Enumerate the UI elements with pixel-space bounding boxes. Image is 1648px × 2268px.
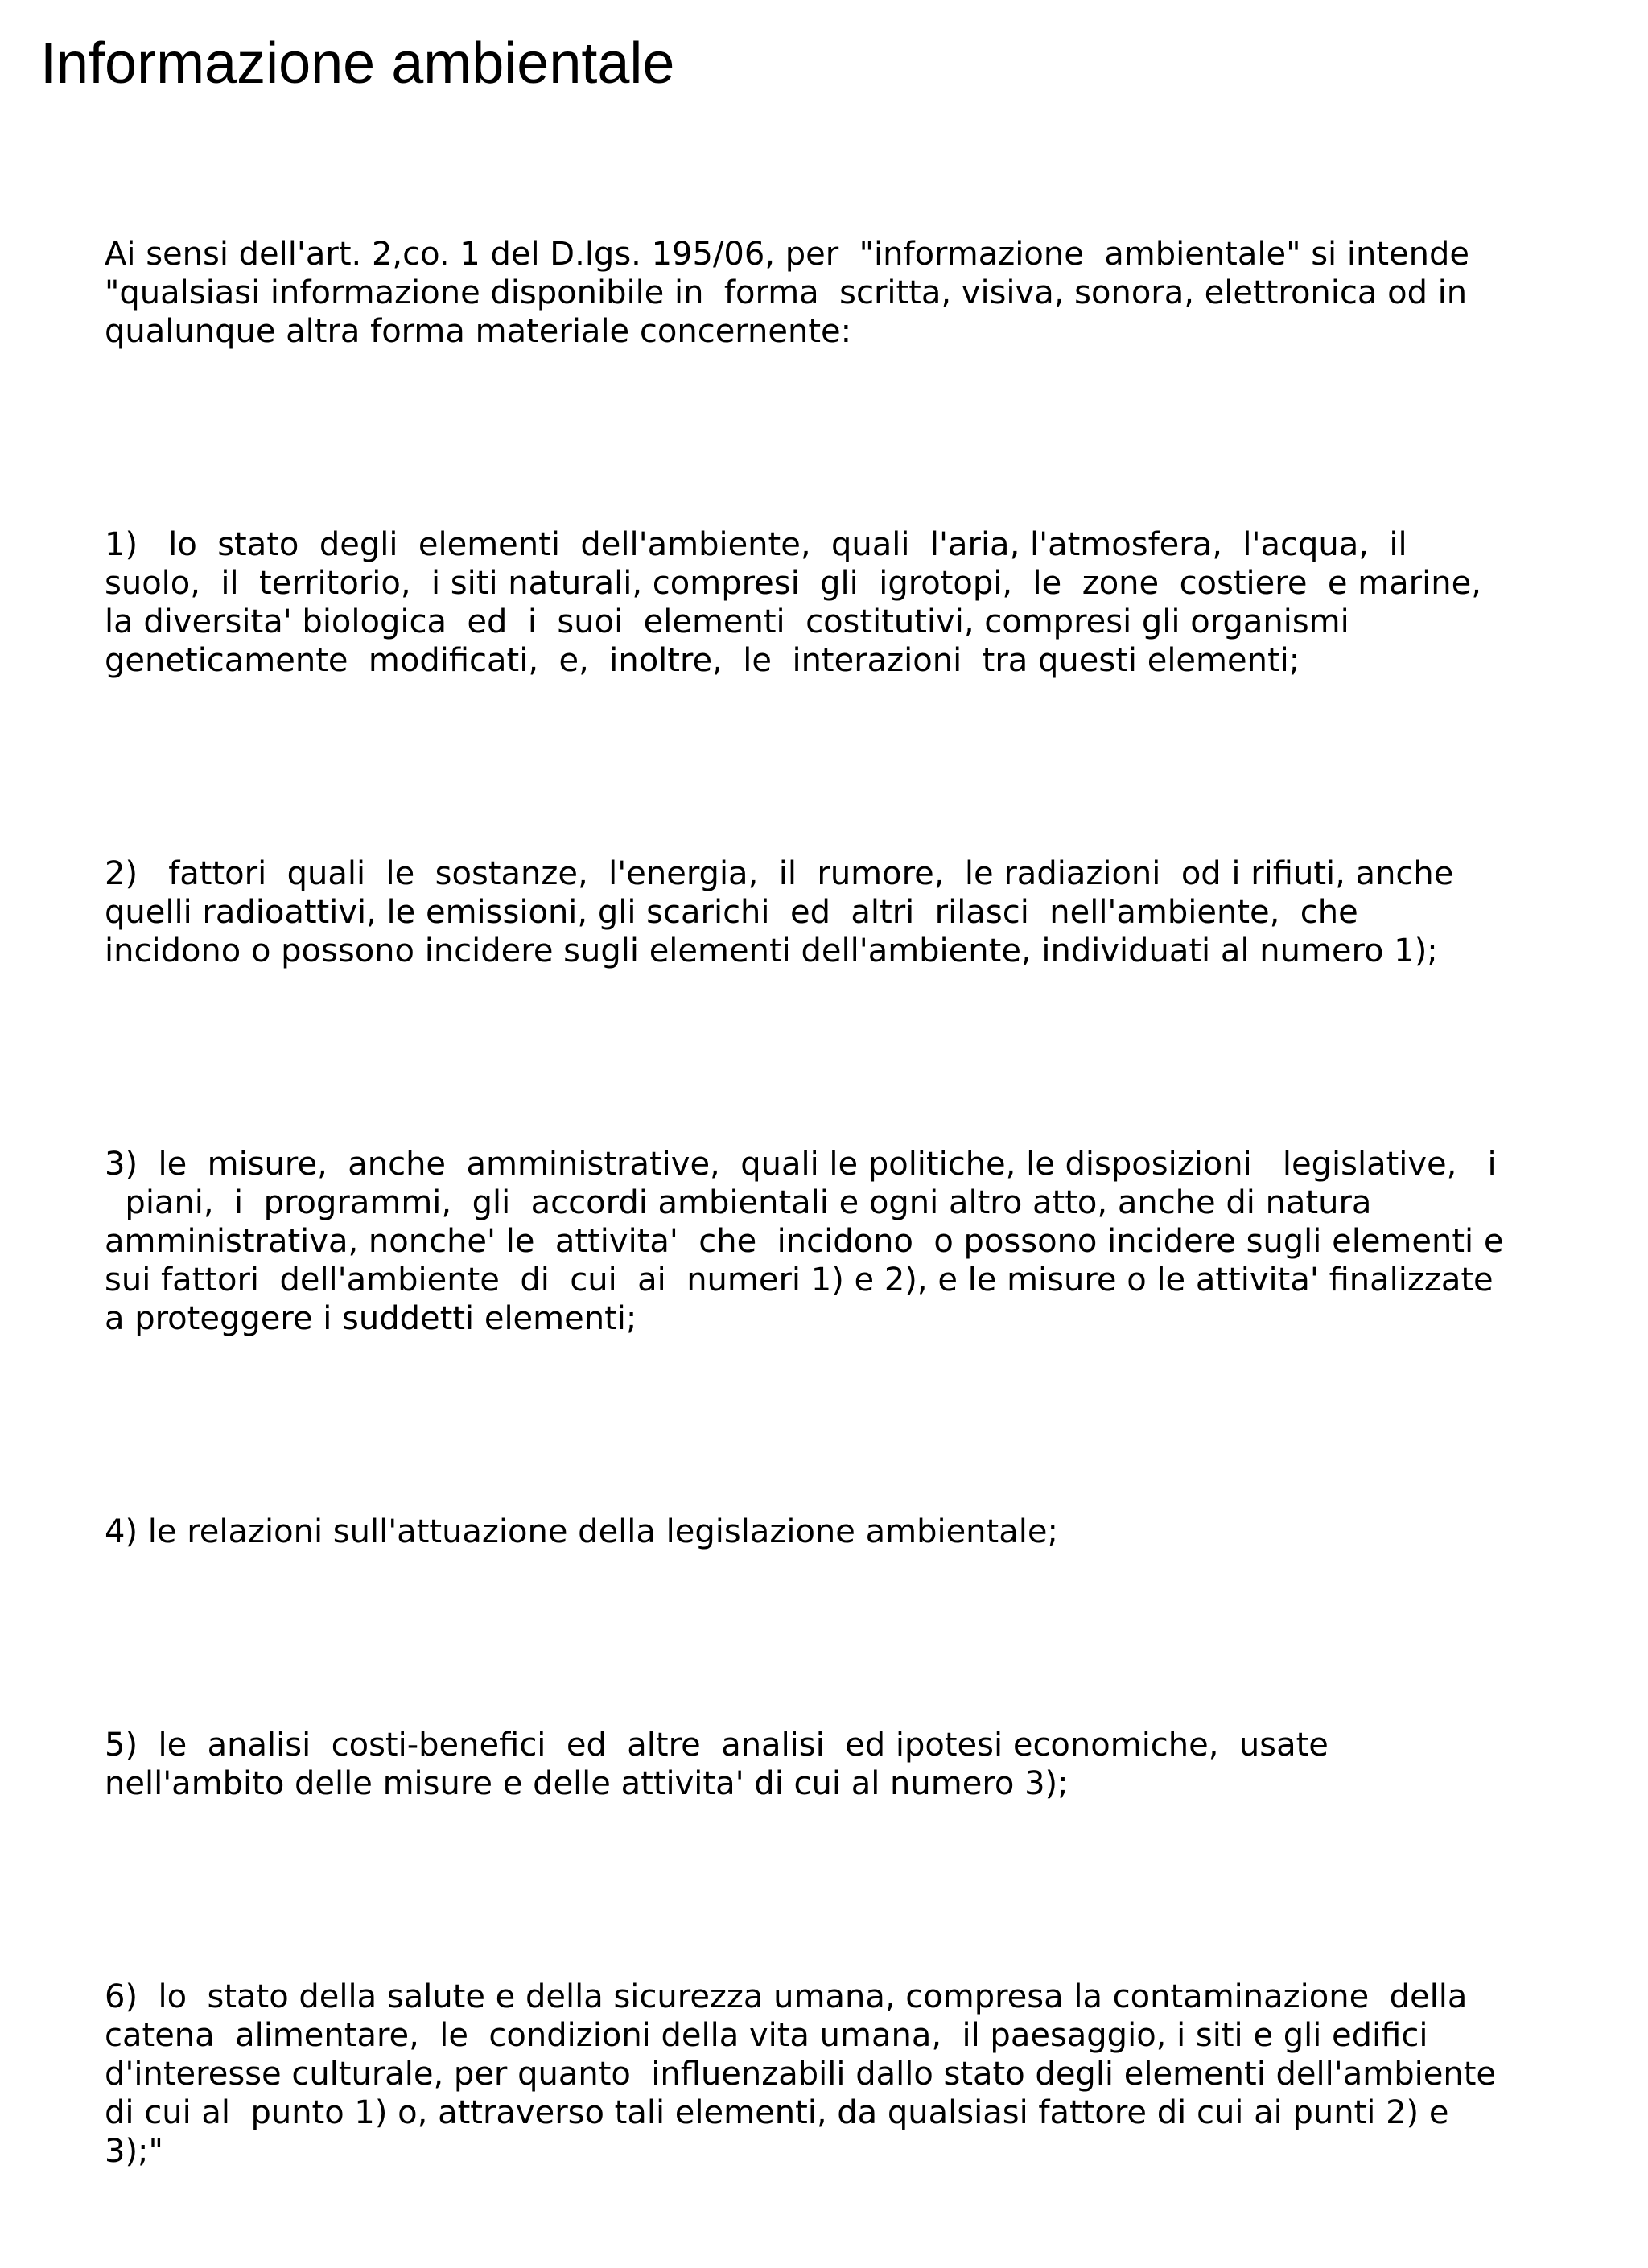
slide-body	[105, 158, 1634, 2268]
paragraph-item-5	[105, 1649, 1634, 1880]
text-line: sui fattori dell'ambiente di cui ai numeri 1) e 2), e le misure o le attivita' finalizzate	[105, 1262, 1494, 1299]
text-line: geneticamente modificati, e, inoltre, le interazioni tra questi elementi;	[105, 642, 1300, 679]
text-line: di cui al punto 1) o, attraverso tali elementi, da qualsiasi fattore di cui ai punti 2) e	[105, 2094, 1449, 2131]
text-line: 5) le analisi costi-benefici ed altre analisi ed ipotesi economiche, usate	[105, 1727, 1329, 1764]
text-line: quelli radioattivi, le emissioni, gli scarichi ed altri rilasci nell'ambiente, che	[105, 894, 1358, 931]
text-line: catena alimentare, le condizioni della vita umana, il paesaggio, i siti e gli edifici	[105, 2017, 1428, 2054]
text-line: 1) lo stato degli elementi dell'ambiente, quali l'aria, l'atmosfera, l'acqua, il	[105, 526, 1407, 563]
text-line: 2) fattori quali le sostanze, l'energia, il rumore, le radiazioni od i rifiuti, anche	[105, 855, 1454, 892]
text-line: "qualsiasi informazione disponibile in forma scritta, visiva, sonora, elettronica od in	[105, 274, 1468, 311]
text-line: 3);"	[105, 2133, 163, 2170]
text-line: nell'ambito delle misure e delle attivita' di cui al numero 3);	[105, 1765, 1069, 1802]
text-line: incidono o possono incidere sugli elementi dell'ambiente, individuati al numero 1);	[105, 932, 1438, 969]
text-line: Ai sensi dell'art. 2,co. 1 del D.lgs. 195/06, per "informazione ambientale" si intende	[105, 236, 1469, 273]
text-line: la diversita' biologica ed i suoi elementi costitutivi, compresi gli organismi	[105, 603, 1349, 640]
paragraph-item-2	[105, 777, 1634, 1048]
text-line: 6) lo stato della salute e della sicurezza umana, compresa la contaminazione della	[105, 1978, 1468, 2015]
text-line: amministrativa, nonche' le attivita' che incidono o possono incidere sugli elementi e	[105, 1223, 1504, 1260]
text-line: qualunque altra forma materiale concernente:	[105, 313, 852, 350]
paragraph-intro	[105, 158, 1634, 428]
paragraph-item-6	[105, 1900, 1634, 2248]
text-line: suolo, il territorio, i siti naturali, compresi gli igrotopi, le zone costiere e marine,	[105, 565, 1481, 602]
text-line: piani, i programmi, gli accordi ambientali e ogni altro atto, anche di natura	[105, 1184, 1372, 1221]
text-line: 3) le misure, anche amministrative, quali le politiche, le disposizioni legislative, i	[105, 1146, 1497, 1183]
paragraph-item-3	[105, 1068, 1634, 1415]
paragraph-item-1	[105, 448, 1634, 757]
paragraph-item-4	[105, 1435, 1634, 1628]
text-line: a proteggere i suddetti elementi;	[105, 1300, 637, 1337]
page-title: Informazione ambientale	[40, 31, 675, 96]
text-line: d'interesse culturale, per quanto influenzabili dallo stato degli elementi dell'ambiente	[105, 2056, 1496, 2093]
text-line: 4) le relazioni sull'attuazione della legislazione ambientale;	[105, 1513, 1058, 1550]
